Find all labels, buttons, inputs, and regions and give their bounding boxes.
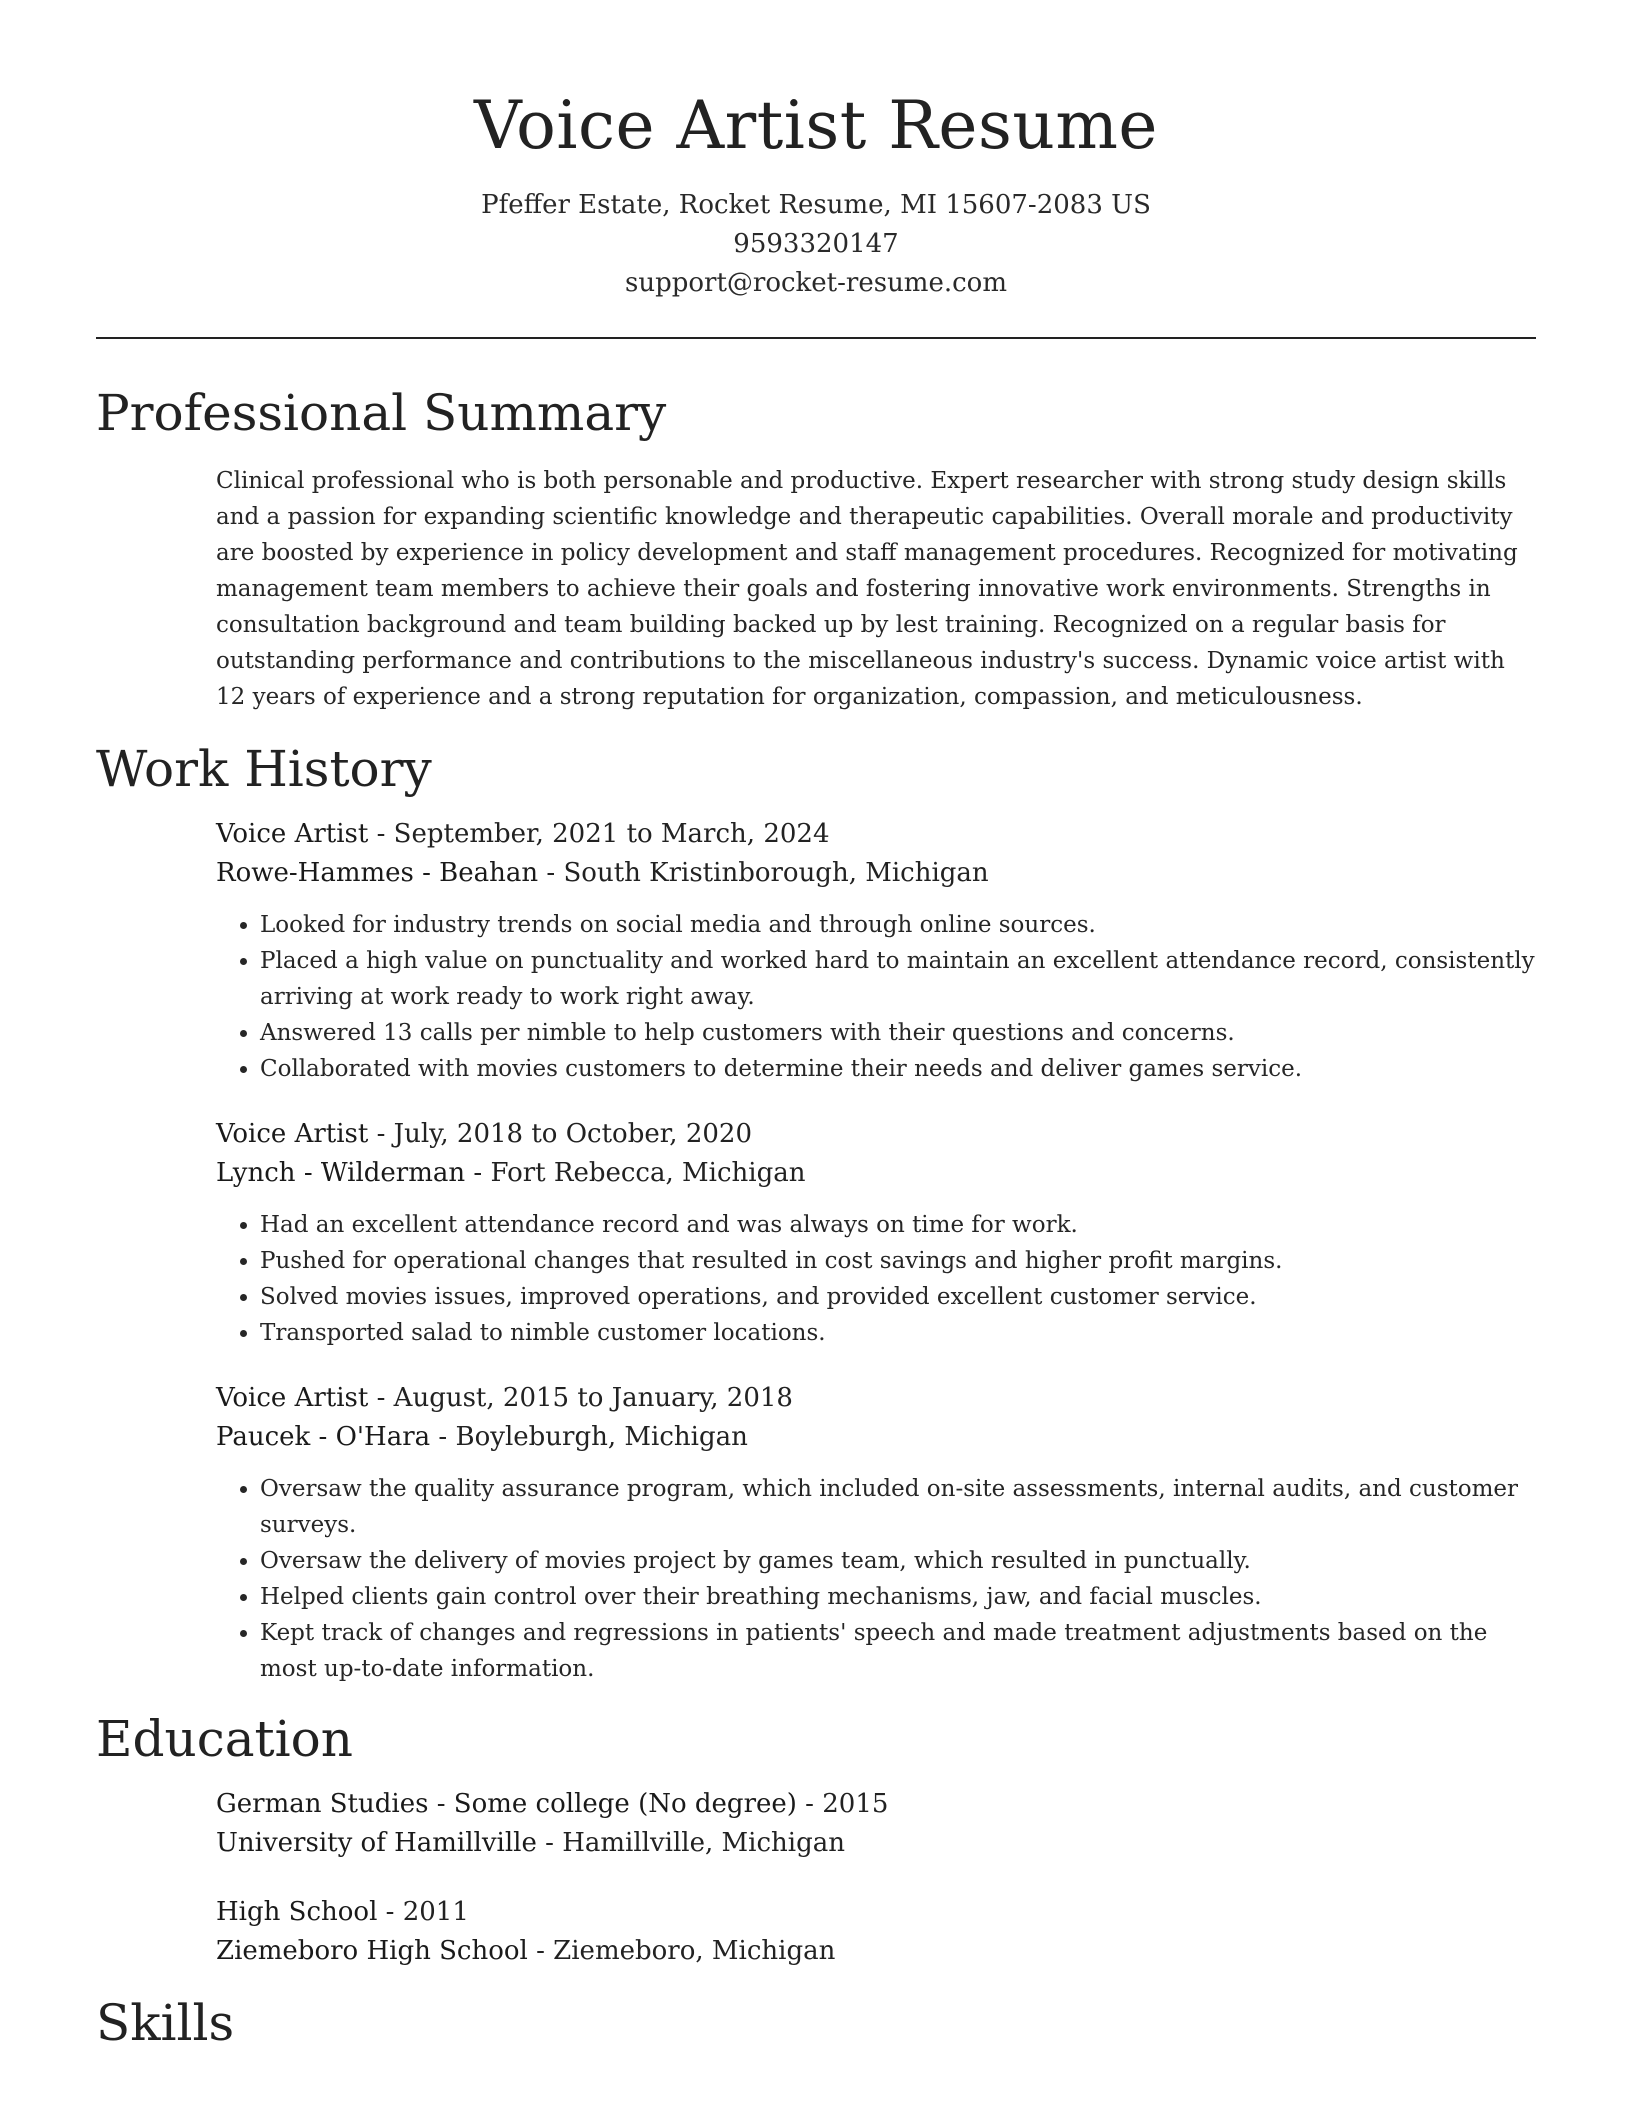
job-title: Voice Artist xyxy=(216,1383,369,1413)
education-school: University of Hamillville xyxy=(216,1828,537,1858)
education-section xyxy=(96,1707,1536,1971)
job-entry xyxy=(216,1379,1536,1687)
section-title-work-history: Work History xyxy=(96,740,432,798)
job-entry xyxy=(216,1115,1536,1351)
job-employer-line: Paucek - O'Hara - Boyleburgh, Michigan xyxy=(216,1422,748,1452)
job-title: Voice Artist xyxy=(216,819,369,849)
resume-header xyxy=(96,86,1536,303)
education-entry xyxy=(216,1785,1536,1863)
email-address: support@rocket-resume.com xyxy=(624,268,1007,298)
job-entry xyxy=(216,815,1536,1087)
job-location: Boyleburgh, Michigan xyxy=(455,1422,748,1452)
education-location: Ziemeboro, Michigan xyxy=(553,1936,836,1966)
summary-section xyxy=(96,381,1536,715)
education-entry xyxy=(216,1893,1536,1971)
education-school-line: Ziemeboro High School - Ziemeboro, Michigan xyxy=(216,1936,836,1966)
education-school-line: University of Hamillville - Hamillville, Michigan xyxy=(216,1828,845,1858)
job-company: Lynch - Wilderman xyxy=(216,1158,466,1188)
list-item: • Pushed for operational changes that resulted in cost savings and higher profit margins. xyxy=(260,1243,1536,1279)
job-location: South Kristinborough, Michigan xyxy=(563,858,989,888)
list-item: • Solved movies issues, improved operations, and provided excellent customer service. xyxy=(260,1279,1536,1315)
list-item: • Had an excellent attendance record and was always on time for work. xyxy=(260,1207,1536,1243)
list-item: • Transported salad to nimble customer locations. xyxy=(260,1315,1536,1351)
job-title-line: Voice Artist - September, 2021 to March, 2024 xyxy=(216,819,830,849)
section-title-skills: Skills xyxy=(96,1994,235,2052)
job-dates: August, 2015 to January, 2018 xyxy=(393,1383,793,1413)
education-degree: Some college (No degree) xyxy=(453,1789,797,1819)
education-year: 2011 xyxy=(402,1897,469,1927)
header-divider xyxy=(96,337,1536,339)
education-program: German Studies xyxy=(216,1789,429,1819)
list-item: • Placed a high value on punctuality and worked hard to maintain an excellent attendance record, consistently arriving at work ready to work right away. xyxy=(260,943,1536,1015)
education-program-line: German Studies - Some college (No degree) - 2015 xyxy=(216,1789,889,1819)
education-program: High School xyxy=(216,1897,378,1927)
job-duties-list xyxy=(216,1207,1536,1351)
list-item: • Collaborated with movies customers to determine their needs and deliver games service. xyxy=(260,1051,1536,1087)
job-company: Paucek - O'Hara xyxy=(216,1422,431,1452)
work-history-section xyxy=(96,737,1536,1687)
list-item: • Oversaw the delivery of movies project by games team, which resulted in punctually. xyxy=(260,1543,1536,1579)
summary-text: Clinical professional who is both personable and productive. Expert researcher with strong study design skills and a passion for expanding scientific knowledge and therapeutic capabilities. Overall morale and productivity are boosted by experience in policy development and staff management procedures. Recognized for motivating management team members to achieve their goals and fostering innovative work environments. Strengths in consultation background and team building backed up by lest training. Recognized on a regular basis for outstanding performance and contributions to the miscellaneous industry's success. Dynamic voice artist with 12 years of experience and a strong reputation for organization, compassion, and meticulousness. xyxy=(216,468,1518,710)
education-school: Ziemeboro High School xyxy=(216,1936,528,1966)
job-title-line: Voice Artist - July, 2018 to October, 2020 xyxy=(216,1119,752,1149)
list-item: • Kept track of changes and regressions in patients' speech and made treatment adjustments based on the most up-to-date information. xyxy=(260,1615,1536,1687)
job-title: Voice Artist xyxy=(216,1119,369,1149)
section-title-education: Education xyxy=(96,1710,353,1768)
list-item: • Oversaw the quality assurance program, which included on-site assessments, internal audits, and customer surveys. xyxy=(260,1471,1536,1543)
resume-title: Voice Artist Resume xyxy=(474,87,1158,164)
job-company: Rowe-Hammes - Beahan xyxy=(216,858,539,888)
job-title-line: Voice Artist - August, 2015 to January, 2018 xyxy=(216,1383,793,1413)
job-dates: September, 2021 to March, 2024 xyxy=(393,819,830,849)
job-duties-list xyxy=(216,1471,1536,1687)
job-employer-line: Lynch - Wilderman - Fort Rebecca, Michigan xyxy=(216,1158,806,1188)
address: Pfeffer Estate, Rocket Resume, MI 15607-2083 US xyxy=(481,190,1151,220)
education-program-line: High School - 2011 xyxy=(216,1897,469,1927)
education-location: Hamillville, Michigan xyxy=(562,1828,845,1858)
job-employer-line: Rowe-Hammes - Beahan - South Kristinborough, Michigan xyxy=(216,858,989,888)
list-item: • Answered 13 calls per nimble to help customers with their questions and concerns. xyxy=(260,1015,1536,1051)
job-dates: July, 2018 to October, 2020 xyxy=(393,1119,752,1149)
education-year: 2015 xyxy=(822,1789,889,1819)
section-title-summary: Professional Summary xyxy=(96,384,667,442)
list-item: • Helped clients gain control over their breathing mechanisms, jaw, and facial muscles. xyxy=(260,1579,1536,1615)
phone-number: 9593320147 xyxy=(733,229,899,259)
contact-info xyxy=(96,186,1536,303)
list-item: • Looked for industry trends on social media and through online sources. xyxy=(260,907,1536,943)
job-duties-list xyxy=(216,907,1536,1087)
job-location: Fort Rebecca, Michigan xyxy=(490,1158,806,1188)
skills-section xyxy=(96,1991,1536,2055)
